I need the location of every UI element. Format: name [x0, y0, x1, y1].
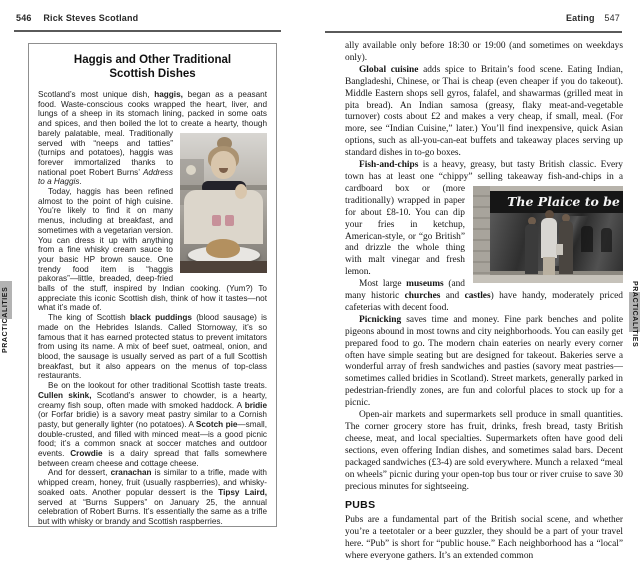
text-segment: (or Forfar bridie) is a savory meat pastry similar to a Cornish pasty, but generally lighter (no potatoes). A: [38, 410, 267, 429]
left-page-header: [16, 13, 138, 23]
practicalities-tab-left: [0, 278, 14, 362]
text-segment: —small, double-crusted, and filled with minced meat—is a good picnic food; it’s a common snack at soccer matches and outdoor events.: [38, 419, 267, 459]
face: [211, 151, 236, 179]
text-segment: Crowdie: [70, 449, 103, 459]
haggis-photo: [180, 133, 267, 273]
shopping-bag: [556, 244, 563, 255]
text-segment: Scotland’s most unique dish,: [38, 90, 155, 99]
text-segment: adds spice to Britain’s food scene. Eating Indian, Bangladeshi, Chinese, or Thai is cheap (even cheaper if you do takeout). Middle Eastern shops sell gyros, falafel, and shawarmas (grilled meat in pita bread). An Indian samosa (greasy, flaky meat-and-vegetable turnover) costs about £2 and makes a very cheap, if small, meal. (For more, see “Indian Cuisine,” later.) You’ll find inexpensive, quick Asian options, such as all-you-can-eat buffets and takeaway places serving up standard dishes in to-go boxes.: [345, 64, 623, 159]
text-segment: Scotch pie: [195, 419, 238, 429]
text-segment: Most large: [359, 279, 407, 290]
text-segment: is similar to a trifle, made with whipped cream, honey, fruit (usually raspberries), and whisky-soaked oats. Another popular dessert is the: [38, 468, 267, 497]
hand-with-fork: [235, 184, 247, 199]
left-header-title: Rick Steves Scotland: [43, 13, 139, 23]
paragraph: [38, 90, 267, 187]
shop-sign: [490, 191, 623, 213]
person-silhouette: [541, 218, 557, 258]
text-segment: began as a peasant food. Waste-conscious cooks wrapped the heart, liver, and lungs of a sheep in its stomach lining, packed in some oats and spices, and then boiled the lot to create a hearty, though barely: [38, 90, 267, 138]
text-segment: Global cuisine: [359, 64, 419, 75]
haggis-sidebar-box: [28, 43, 277, 527]
sweater-logo: [225, 215, 234, 226]
sidebar-box-title: [38, 54, 267, 81]
right-header-rule: [325, 31, 622, 33]
tab-right-label: PRACTICALITIES: [631, 280, 638, 348]
text-segment: The king of Scottish: [48, 313, 130, 323]
text-segment: haggis,: [154, 90, 183, 99]
text-segment: Tipsy Laird,: [218, 487, 267, 497]
text-segment: Pubs are a fundamental part of the British social scene, and whether you’re a teetotaler or a beer guzzler, they should be a part of your travel here. “Pub” is short for “public house.” Each neighborhood has a “local” where everyone gathers. It’s an extended common: [345, 515, 623, 562]
text-segment: Fish-and-chips: [359, 160, 419, 171]
text-segment: Open-air markets and supermarkets sell produce in small quantities. The corner grocery store has fruit, drinks, fresh bread, tasty British cheese, meat, and local specialties. Supermarkets often have good deli sections, even offering Indian dishes, and sometimes salad bars. Decent packaged sandwiches (£3-4) are sold everywhere. Munch a relaxed “meal on wheels” picnic during your open-top bus tour or river cruise to save 30 precious minutes for sightseeing.: [345, 410, 623, 492]
text-segment: Scotland’s answer to chowder, is a hearty, creamy fish soup, often made with smoked haddock. A: [38, 390, 267, 410]
text-segment: is a dairy spread that falls somewhere between cream cheese and cottage cheese.: [38, 449, 267, 468]
window-reflection: [581, 226, 593, 252]
text-segment: churches: [404, 291, 441, 302]
tab-left-label: PRACTICALITIES: [2, 286, 9, 354]
text-segment: served at “Burns Suppers” on January 25, the annual celebration of Robert Burns. It’s essentially the same as a trifle but with whisky or brandy and Scottish raspberries.: [38, 497, 267, 526]
text-segment: Picnicking: [359, 314, 402, 325]
text-segment: saves time and money. Fine park benches and polite pigeons abound in most towns and city neighborhoods. You can easily get prepared food to go. The modern chain eateries on nearly every corner often have simple seating but are designed for takeout. Bakeries serve a wonderful array of fresh sandwiches and pasties (savory meat pastries—sometimes called bridies in Scotland). Street markets, generally parked in pedestrian-friendly zones, are fun and colorful places to stock up for a picnic.: [345, 314, 623, 409]
sweater: [184, 190, 263, 244]
text-segment: Address to a Haggis: [38, 167, 173, 187]
text-segment: and: [440, 291, 465, 302]
right-page-header: [566, 13, 620, 23]
table-edge: [180, 261, 267, 273]
text-segment: ally available only before 18:30 or 19:00 (and sometimes on weekdays only).: [345, 41, 623, 63]
paragraph: [38, 381, 267, 468]
haggis-on-plate: [206, 239, 240, 258]
window-reflection: [601, 228, 612, 252]
text-segment: And for dessert,: [48, 468, 111, 478]
paragraph: [345, 41, 623, 65]
shop-sign-text: The Plaice to be: [507, 193, 620, 209]
paragraph: [345, 279, 623, 315]
paragraph: [345, 160, 623, 279]
text-segment: is a heavy, greasy, but tasty British classic. Every town has at least one “chippy” selling takeaway fish-and-: [345, 160, 623, 182]
fish-and-chips-shop-photo: [473, 186, 623, 283]
text-segment: .: [79, 177, 82, 187]
text-segment: cranachan: [110, 468, 152, 478]
paragraph: [345, 315, 623, 410]
text-segment: (blood sausage) is made on the Hebrides Islands. Called Stornoway, it’s so famous that it has earned protected status to prevent imitators from using its name. A mix of beef suet, oatmeal, onion, and blood, the sausage is usually served as part of a full Scottish breakfast, but it also appears on the menus of top-class restaurants.: [38, 313, 267, 381]
sidebar-box-title-line2: Scottish Dishes: [109, 67, 196, 80]
text-segment: Today, haggis has been refined almost to the point of high cuisine. You’re likely to find it on many menus, including at breakfast, and sometimes with a vegetarian version. You can dress it up with anything from a fine whisky cream sauce to your basic HP brown sauce. One trendy food item is “haggis pakoras”—little, breaded, deep-fried balls of the stuff, inspired by Indian cooking. (Yum?) To appreciate this iconic Scottish dish, think of how it tastes—not what it’s made of.: [38, 187, 267, 313]
photo-lamp: [186, 165, 196, 175]
paragraph: [38, 313, 267, 381]
sidebar-box-body: [38, 90, 267, 527]
pubs-heading: PUBS: [345, 499, 376, 512]
left-header-rule: [14, 30, 281, 32]
practicalities-tab-right: [626, 272, 640, 356]
text-segment: ) have handy, moderately priced cafeterias with decent food.: [345, 291, 623, 313]
person-legs: [543, 257, 555, 275]
text-segment: palatable, meal. Traditionally served with “neeps and tatties” (turnips and potatoes), haggis was forever immortalized thanks to national poet Robert Burns’: [38, 128, 173, 177]
text-segment: (and many historic: [345, 279, 465, 302]
pavement: [473, 275, 623, 283]
text-segment: castles: [464, 291, 491, 302]
right-header-title: Eating: [565, 13, 595, 23]
text-segment: Cullen skink,: [38, 390, 92, 400]
text-segment: bridie: [244, 400, 267, 410]
sidebar-box-title-line1: Haggis and Other Traditional: [73, 54, 232, 66]
text-segment: Be on the lookout for other traditional Scottish taste treats.: [48, 381, 267, 391]
left-page-number: 546: [16, 13, 32, 23]
text-segment: black puddings: [129, 313, 192, 323]
sweater-logo: [212, 215, 221, 226]
text-segment: chips in a cardboard box or (more traditionally) wrapped in paper for about £8-10. You can dip your fries in ketchup, American-style, or “go British” and drizzle the whole thing with malt vinegar and fresh lemon.: [345, 171, 623, 278]
paragraph: [38, 468, 267, 526]
paragraph: [345, 515, 623, 562]
paragraph: [345, 65, 623, 160]
paragraph: [345, 410, 623, 493]
right-page-number: 547: [604, 13, 620, 23]
person-silhouette: [525, 224, 538, 274]
text-segment: museums: [406, 279, 444, 290]
stone-column: [473, 186, 490, 283]
right-page-body: [345, 41, 623, 562]
